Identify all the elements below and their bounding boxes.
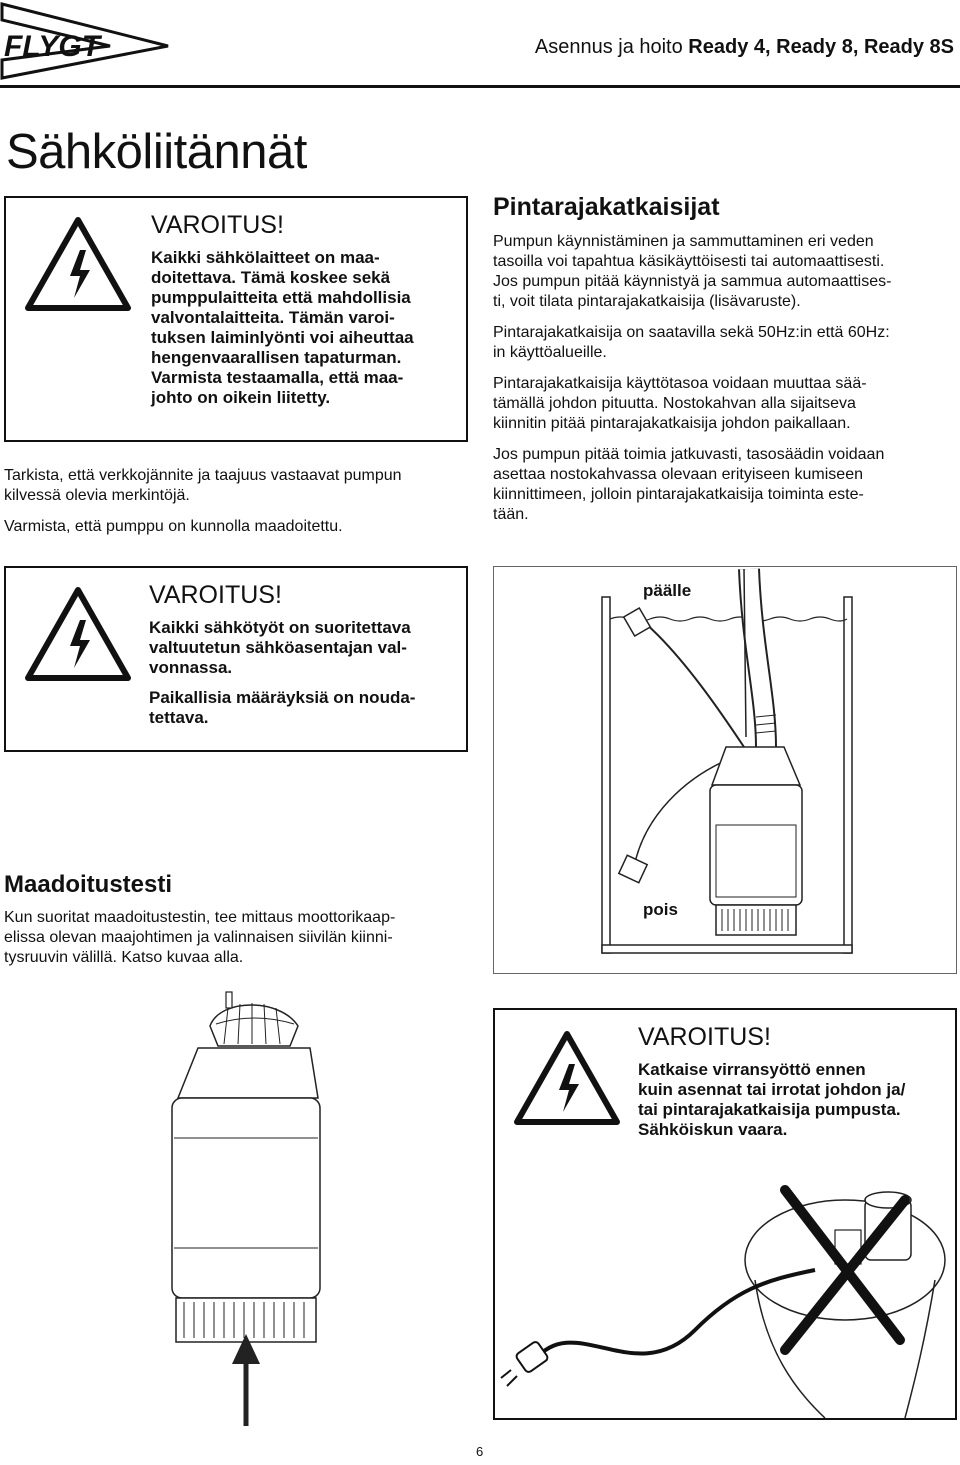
paragraph: Pintarajakatkaisija on saatavilla sekä 50Hz:in että 60Hz: in käyttöalueille. <box>493 323 890 361</box>
header-rule <box>0 85 960 88</box>
page-number: 6 <box>476 1444 484 1459</box>
header-title <box>535 36 954 59</box>
warning-body: Paikallisia määräyksiä on nouda- tettava. <box>149 687 416 727</box>
warning-heading: VAROITUS! <box>151 211 284 239</box>
float-switch-illustration <box>494 567 956 973</box>
warning-body: Kaikki sähkötyöt on suoritettava valtuutetun sähköasentajan val- vonnassa. <box>149 617 411 677</box>
grounding-instructions <box>4 466 474 548</box>
header-title-prefix: Asennus ja hoito <box>534 36 689 58</box>
warning-box-electrician <box>4 566 468 752</box>
paragraph: Jos pumpun pitää toimia jatkuvasti, tasosäädin voidaan asettaa nostokahvassa olevaan erityiseen kumiseen kiinnittimeen, jolloin pintarajakatkaisija toiminta este- tään. <box>493 445 885 523</box>
paragraph: Varmista, että pumppu on kunnolla maadoitettu. <box>4 518 343 535</box>
float-switch-figure <box>493 566 957 974</box>
warning-heading: VAROITUS! <box>149 581 282 609</box>
paragraph: Pintarajakatkaisija käyttötasoa voidaan muuttaa sää- tämällä johdon pituutta. Nostokahvan alla sijaitseva kiinnitin pitää pintarajakatkaisija johdon paikallaan. <box>493 374 867 432</box>
warning-body: Katkaise virransyöttö ennen kuin asennat tai irrotat johdon ja/ tai pintarajakatkaisija pumpusta. Sähköiskun vaara. <box>638 1059 906 1139</box>
warning-box-disconnect <box>493 1008 957 1420</box>
electric-hazard-icon <box>511 1028 623 1128</box>
label-on: päälle <box>643 581 692 600</box>
section-heading: Maadoitustesti <box>4 871 173 898</box>
header-title-models: Ready 4, Ready 8, Ready 8S <box>688 36 954 58</box>
float-switch-section <box>493 194 953 536</box>
electric-hazard-icon <box>22 584 134 684</box>
flygt-logo <box>0 0 175 80</box>
pump-illustration <box>150 988 330 1428</box>
warning-heading: VAROITUS! <box>638 1023 771 1051</box>
section-heading: Pintarajakatkaisijat <box>493 193 720 221</box>
paragraph: Kun suoritat maadoitustestin, tee mittaus moottorikaap- elissa olevan maajohtimen ja valinnaisen siivilän kiinni- tysruuvin välillä. Katso kuvaa alla. <box>4 909 396 967</box>
warning-body: Kaikki sähkölaitteet on maa- doitettava. Tämä koskee sekä pumppulaitteita että mahdollisia valvontalaitteita. Tämän varoi- tuksen laiminlyönti voi aiheuttaa hengenvaarallisen tapaturman. Varmista testaamalla, että maa- johto on oikein liitetty. <box>151 247 414 407</box>
electric-hazard-icon <box>22 214 134 314</box>
warning-box-grounding <box>4 196 468 442</box>
float-switch-text <box>493 232 953 525</box>
ground-test-section <box>4 872 474 979</box>
ground-test-text <box>4 908 474 968</box>
paragraph: Tarkista, että verkkojännite ja taajuus vastaavat pumpun kilvessä olevia merkintöjä. <box>4 467 402 504</box>
label-off: pois <box>643 900 678 919</box>
paragraph: Pumpun käynnistäminen ja sammuttaminen eri veden tasoilla voi tapahtua käsikäyttöisesti tai automaattisesti. Jos pumpun pitää käynnistyä ja sammua automaattises- ti, voit tilata pintarajakatkaisija (lisävaruste). <box>493 232 892 310</box>
cable-removal-illustration <box>495 1160 957 1418</box>
logo-text: FLYGT <box>4 30 101 63</box>
page-title: Sähköliitännät <box>6 125 307 179</box>
